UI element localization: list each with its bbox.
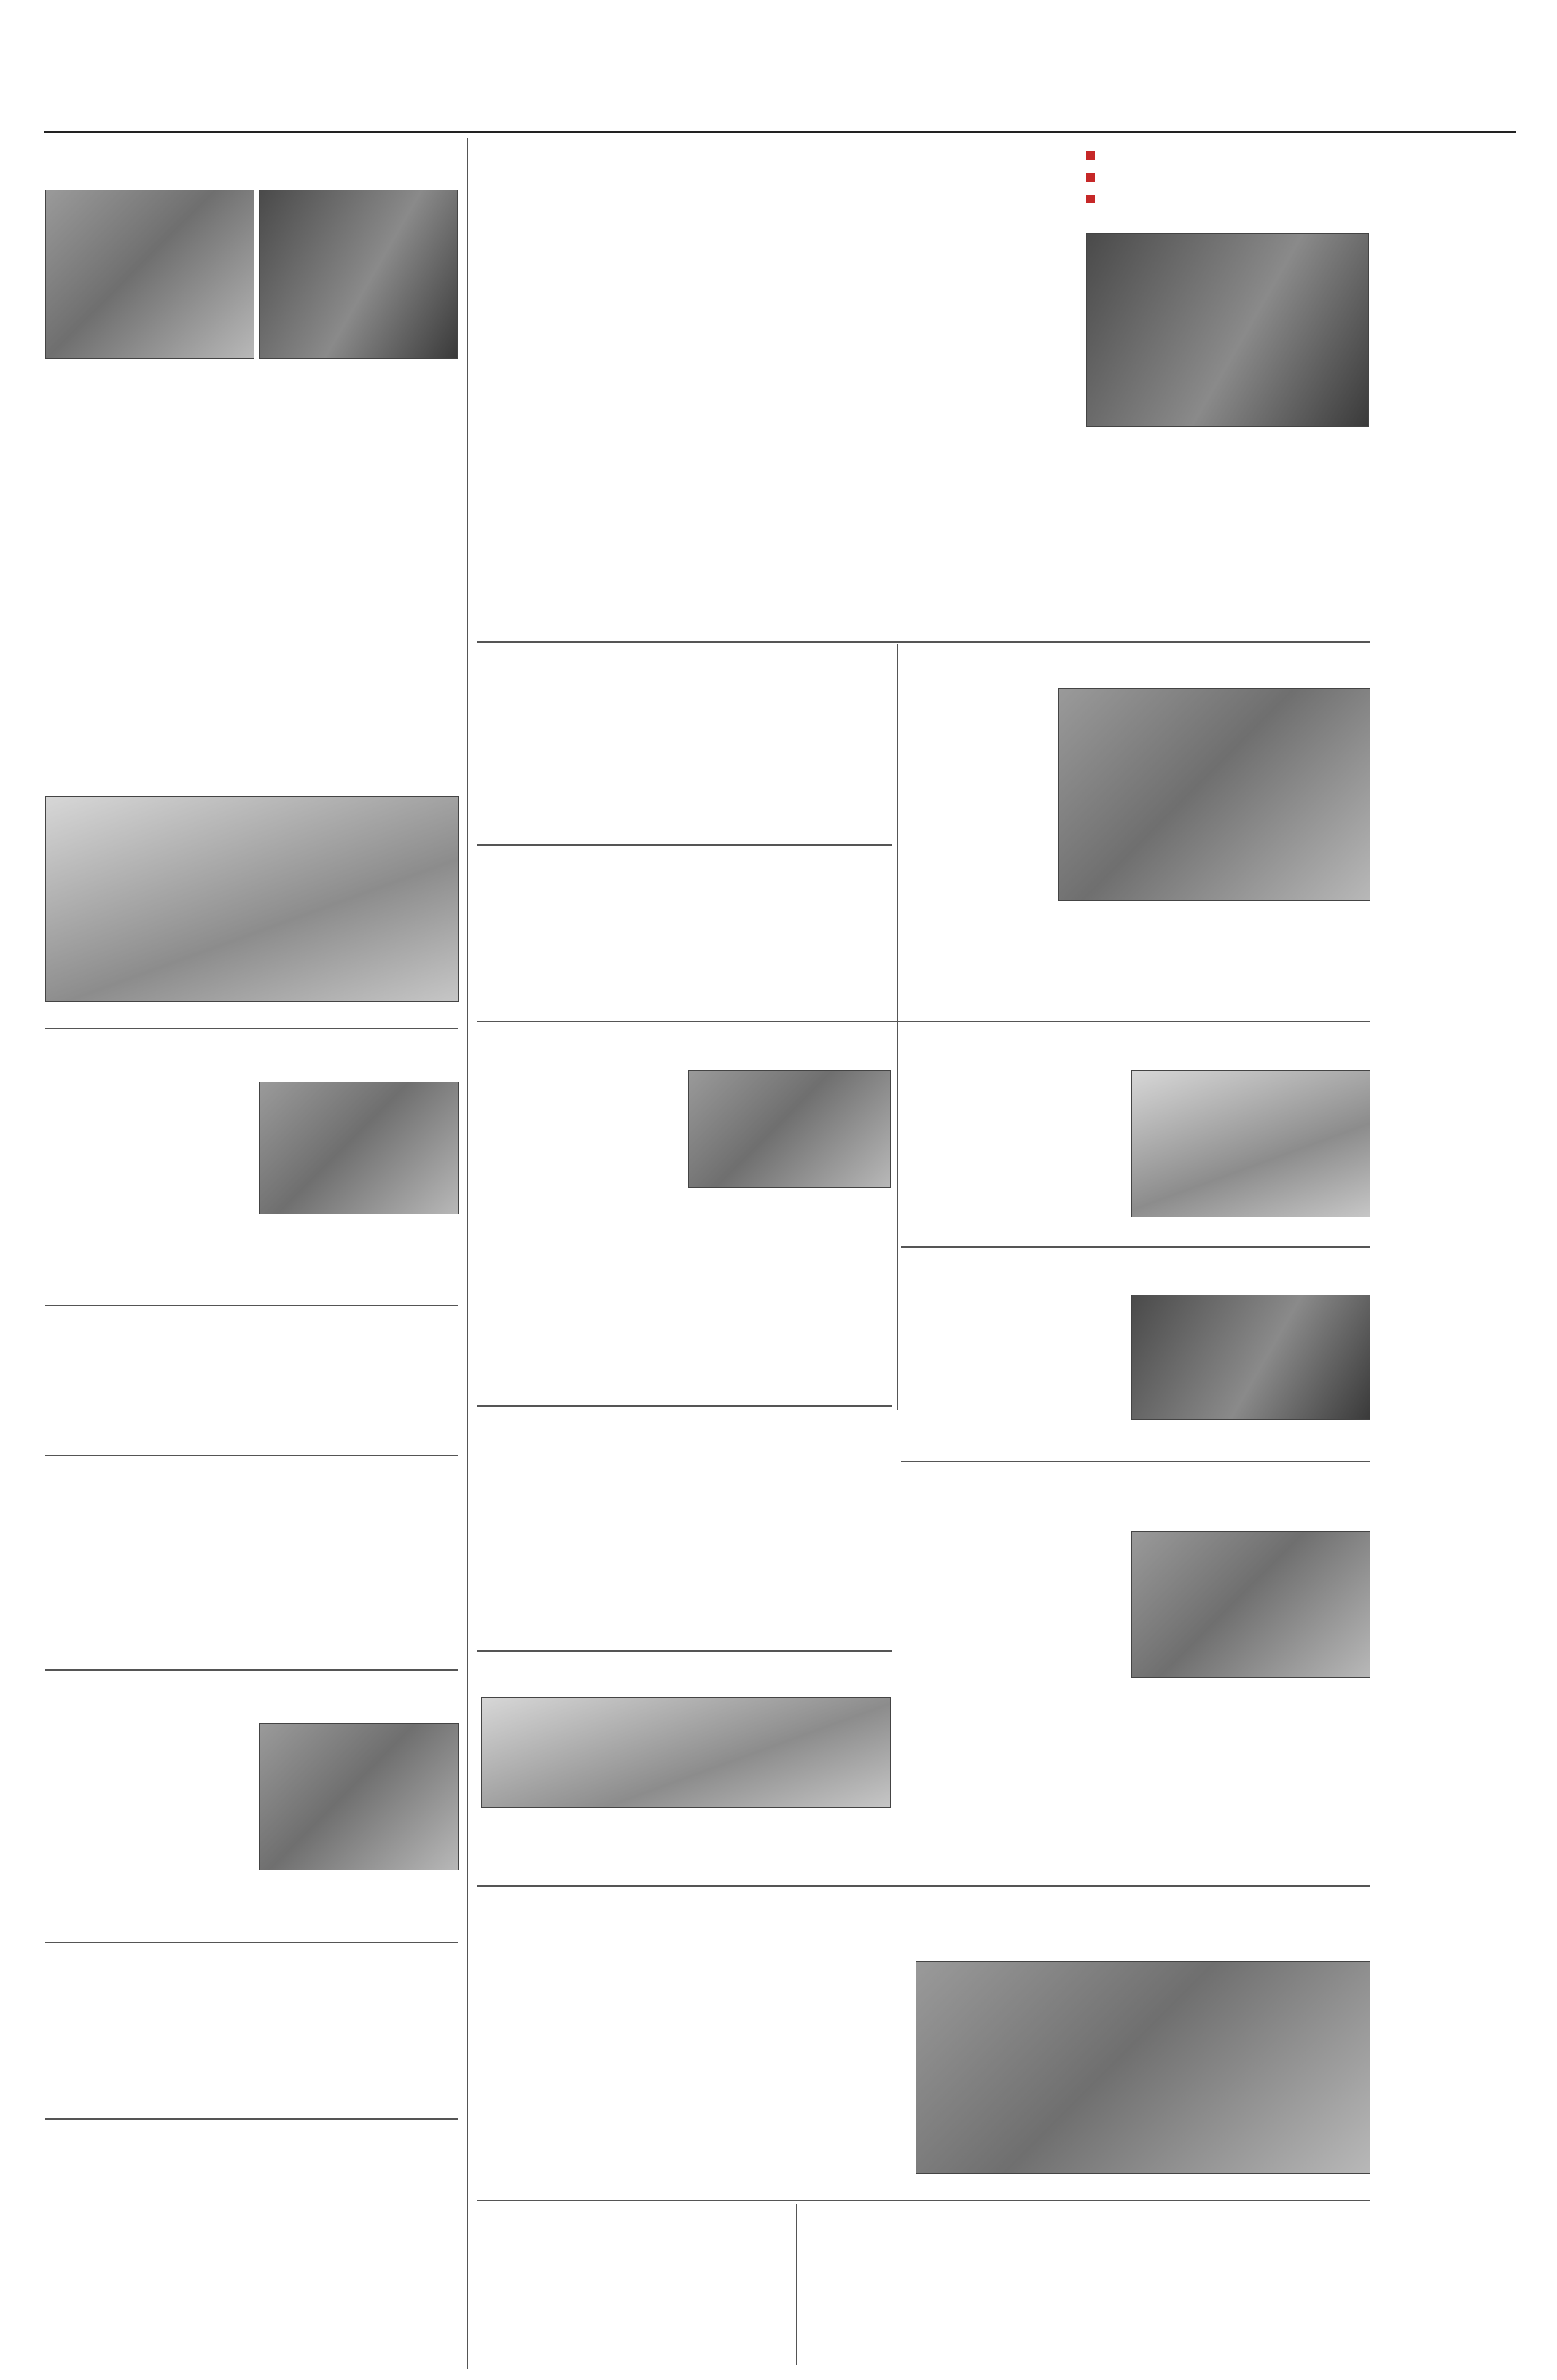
cmrf-caption-1 bbox=[45, 360, 253, 392]
laptop-text bbox=[45, 1723, 248, 1942]
houses-text bbox=[481, 1961, 904, 2194]
divider bbox=[901, 1461, 1370, 1462]
question-text bbox=[904, 1531, 1123, 1822]
divider bbox=[477, 1885, 1370, 1887]
lead-bullet bbox=[1086, 168, 1349, 187]
transformer-photo bbox=[1131, 1295, 1370, 1420]
jatara-text bbox=[481, 1812, 889, 1856]
laptop-photo bbox=[260, 1723, 459, 1870]
transformer-caption bbox=[1131, 1421, 1369, 1454]
divider bbox=[477, 641, 1370, 643]
drown-text bbox=[481, 1455, 889, 1644]
dbl-text bbox=[904, 688, 1050, 994]
question-text-2 bbox=[1131, 1703, 1369, 1834]
artists-text bbox=[481, 688, 889, 841]
divider bbox=[477, 1650, 892, 1652]
women-text bbox=[904, 1070, 1123, 1238]
auto-text bbox=[45, 1516, 458, 1662]
lead-bullet bbox=[1086, 190, 1349, 208]
dbl-text-2 bbox=[1058, 940, 1369, 1013]
bullet-icon bbox=[1086, 151, 1095, 160]
lead-main-photo bbox=[1086, 233, 1369, 427]
column-rule bbox=[467, 138, 468, 2369]
lead-bullet bbox=[1086, 146, 1349, 165]
women-photo bbox=[1131, 1070, 1370, 1217]
bullet-icon bbox=[1086, 195, 1095, 203]
cmrf-caption-3 bbox=[45, 1004, 458, 1022]
cmrf-text-4 bbox=[260, 399, 458, 545]
question-caption bbox=[1131, 1679, 1369, 1697]
suicide-text bbox=[802, 2236, 1369, 2360]
dbl-photo bbox=[1058, 688, 1370, 901]
lead-text-2 bbox=[784, 258, 1076, 426]
divider bbox=[477, 844, 892, 846]
cmrf-photo-1 bbox=[45, 190, 254, 359]
houses-caption bbox=[916, 2175, 1369, 2193]
lead-text-3 bbox=[784, 493, 1076, 537]
divider bbox=[45, 1305, 458, 1306]
cmrf-text-2 bbox=[45, 573, 248, 695]
road-text bbox=[481, 888, 889, 997]
negligence-caption bbox=[688, 1190, 889, 1222]
divider bbox=[45, 1942, 458, 1943]
jatara-photo bbox=[481, 1697, 891, 1808]
bullet-icon bbox=[1086, 173, 1095, 182]
negligence-text bbox=[481, 1070, 678, 1398]
flexi-text bbox=[45, 1082, 248, 1300]
question-photo bbox=[1131, 1531, 1370, 1678]
lead-photo-caption bbox=[784, 432, 1353, 449]
column-rule bbox=[897, 644, 898, 1410]
houses-photo bbox=[916, 1961, 1370, 2174]
flexi-photo bbox=[260, 1082, 459, 1214]
laptop-caption bbox=[260, 1872, 458, 1904]
dbl-caption bbox=[1058, 902, 1369, 935]
negligence-photo bbox=[688, 1070, 891, 1188]
column-rule bbox=[796, 2204, 797, 2365]
divider bbox=[45, 1669, 458, 1671]
lead-text-1 bbox=[481, 258, 773, 535]
divider bbox=[901, 1246, 1370, 1248]
divider bbox=[477, 2200, 1370, 2201]
transformer-text bbox=[904, 1295, 1123, 1455]
divider bbox=[45, 2118, 458, 2120]
cmrf-text-1 bbox=[45, 399, 248, 545]
divider bbox=[45, 1455, 458, 1456]
theft-text bbox=[481, 2236, 787, 2360]
cmrf-text-3 bbox=[45, 723, 248, 787]
rythu-text bbox=[45, 1996, 458, 2112]
vigilance-text bbox=[45, 1347, 458, 1449]
cmrf-photo-3 bbox=[45, 796, 459, 1002]
cmrf-text-5 bbox=[260, 573, 458, 784]
flexi-caption bbox=[260, 1216, 458, 1248]
masthead-rule bbox=[44, 131, 1516, 133]
divider bbox=[477, 1405, 892, 1407]
divider bbox=[477, 1021, 1370, 1022]
cmrf-caption-2 bbox=[260, 360, 456, 392]
lead-bullets bbox=[1086, 146, 1349, 208]
lead-text-4 bbox=[1086, 493, 1367, 675]
cmrf-photo-2 bbox=[260, 190, 458, 359]
divider bbox=[45, 1028, 458, 1029]
selfemp-text bbox=[45, 2161, 458, 2357]
